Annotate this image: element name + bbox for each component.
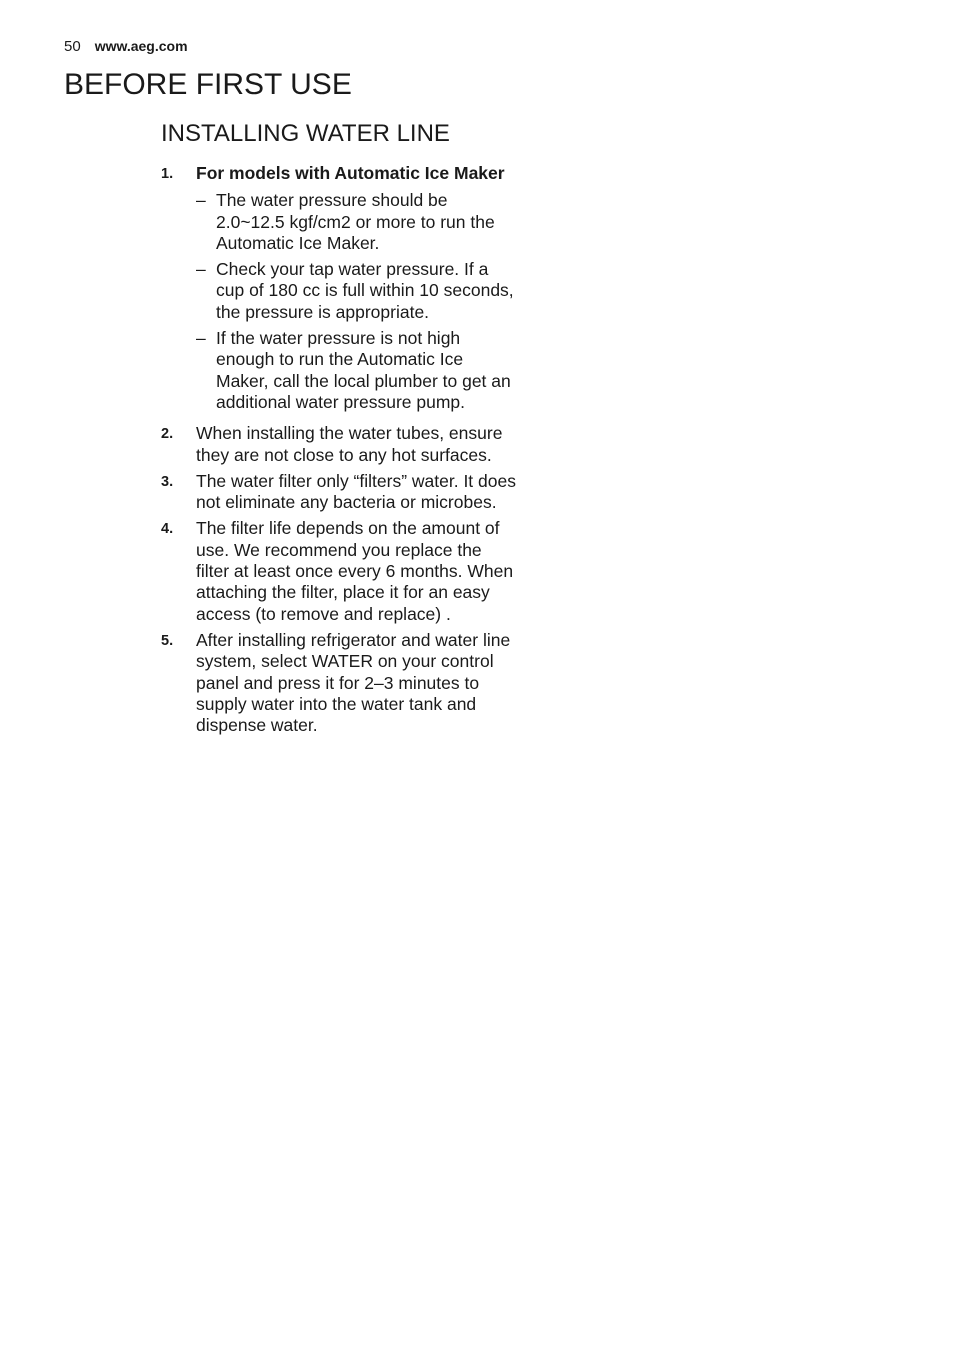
sub-item: [196, 259, 516, 323]
step-text: The water filter only “filters” water. It does not eliminate any bacteria or microbes.: [196, 470, 516, 513]
step-heading: For models with Automatic Ice Maker: [196, 163, 505, 183]
chapter-title: BEFORE FIRST USE: [64, 68, 352, 101]
sub-list: [196, 190, 516, 413]
step-number: 1.: [161, 166, 174, 182]
step-number: 5.: [161, 632, 174, 649]
sub-item: [196, 328, 516, 413]
sub-item-text: Check your tap water pressure. If a cup of 180 cc is full within 10 seconds, the pressure is appropriate.: [216, 259, 514, 322]
step-text: The filter life depends on the amount of use. We recommend you replace the filter at least once every 6 months. When attaching the filter, place it for an easy access (to remove and replace) .: [196, 518, 514, 624]
step-5: [161, 630, 516, 736]
step-body: [196, 163, 516, 418]
dash-bullet: –: [196, 259, 206, 280]
step-4: [161, 518, 516, 624]
step-text: When installing the water tubes, ensure they are not close to any hot surfaces.: [196, 423, 503, 465]
sub-item: [196, 190, 516, 254]
sub-item-text: The water pressure should be 2.0~12.5 kgf/cm2 or more to run the Automatic Ice Maker.: [216, 190, 495, 253]
step-1: [161, 163, 516, 418]
section-title: INSTALLING WATER LINE: [161, 120, 450, 147]
dash-bullet: –: [196, 190, 206, 211]
page-number: 50: [64, 38, 81, 55]
step-number: 4.: [161, 521, 174, 538]
step-2: [161, 423, 516, 466]
step-3: [161, 471, 516, 514]
step-text: After installing refrigerator and water line system, select WATER on your control panel and press it for 2–3 minutes to supply water into the water tank and dispense water.: [196, 629, 511, 736]
step-number: 3.: [161, 473, 174, 490]
dash-bullet: –: [196, 328, 206, 349]
site-url: www.aeg.com: [94, 38, 188, 54]
page-header: [64, 38, 188, 55]
step-number: 2.: [161, 426, 174, 443]
sub-item-text: If the water pressure is not high enough to run the Automatic Ice Maker, call the local plumber to get an additional water pressure pump.: [216, 328, 511, 412]
steps-list: [161, 163, 516, 741]
